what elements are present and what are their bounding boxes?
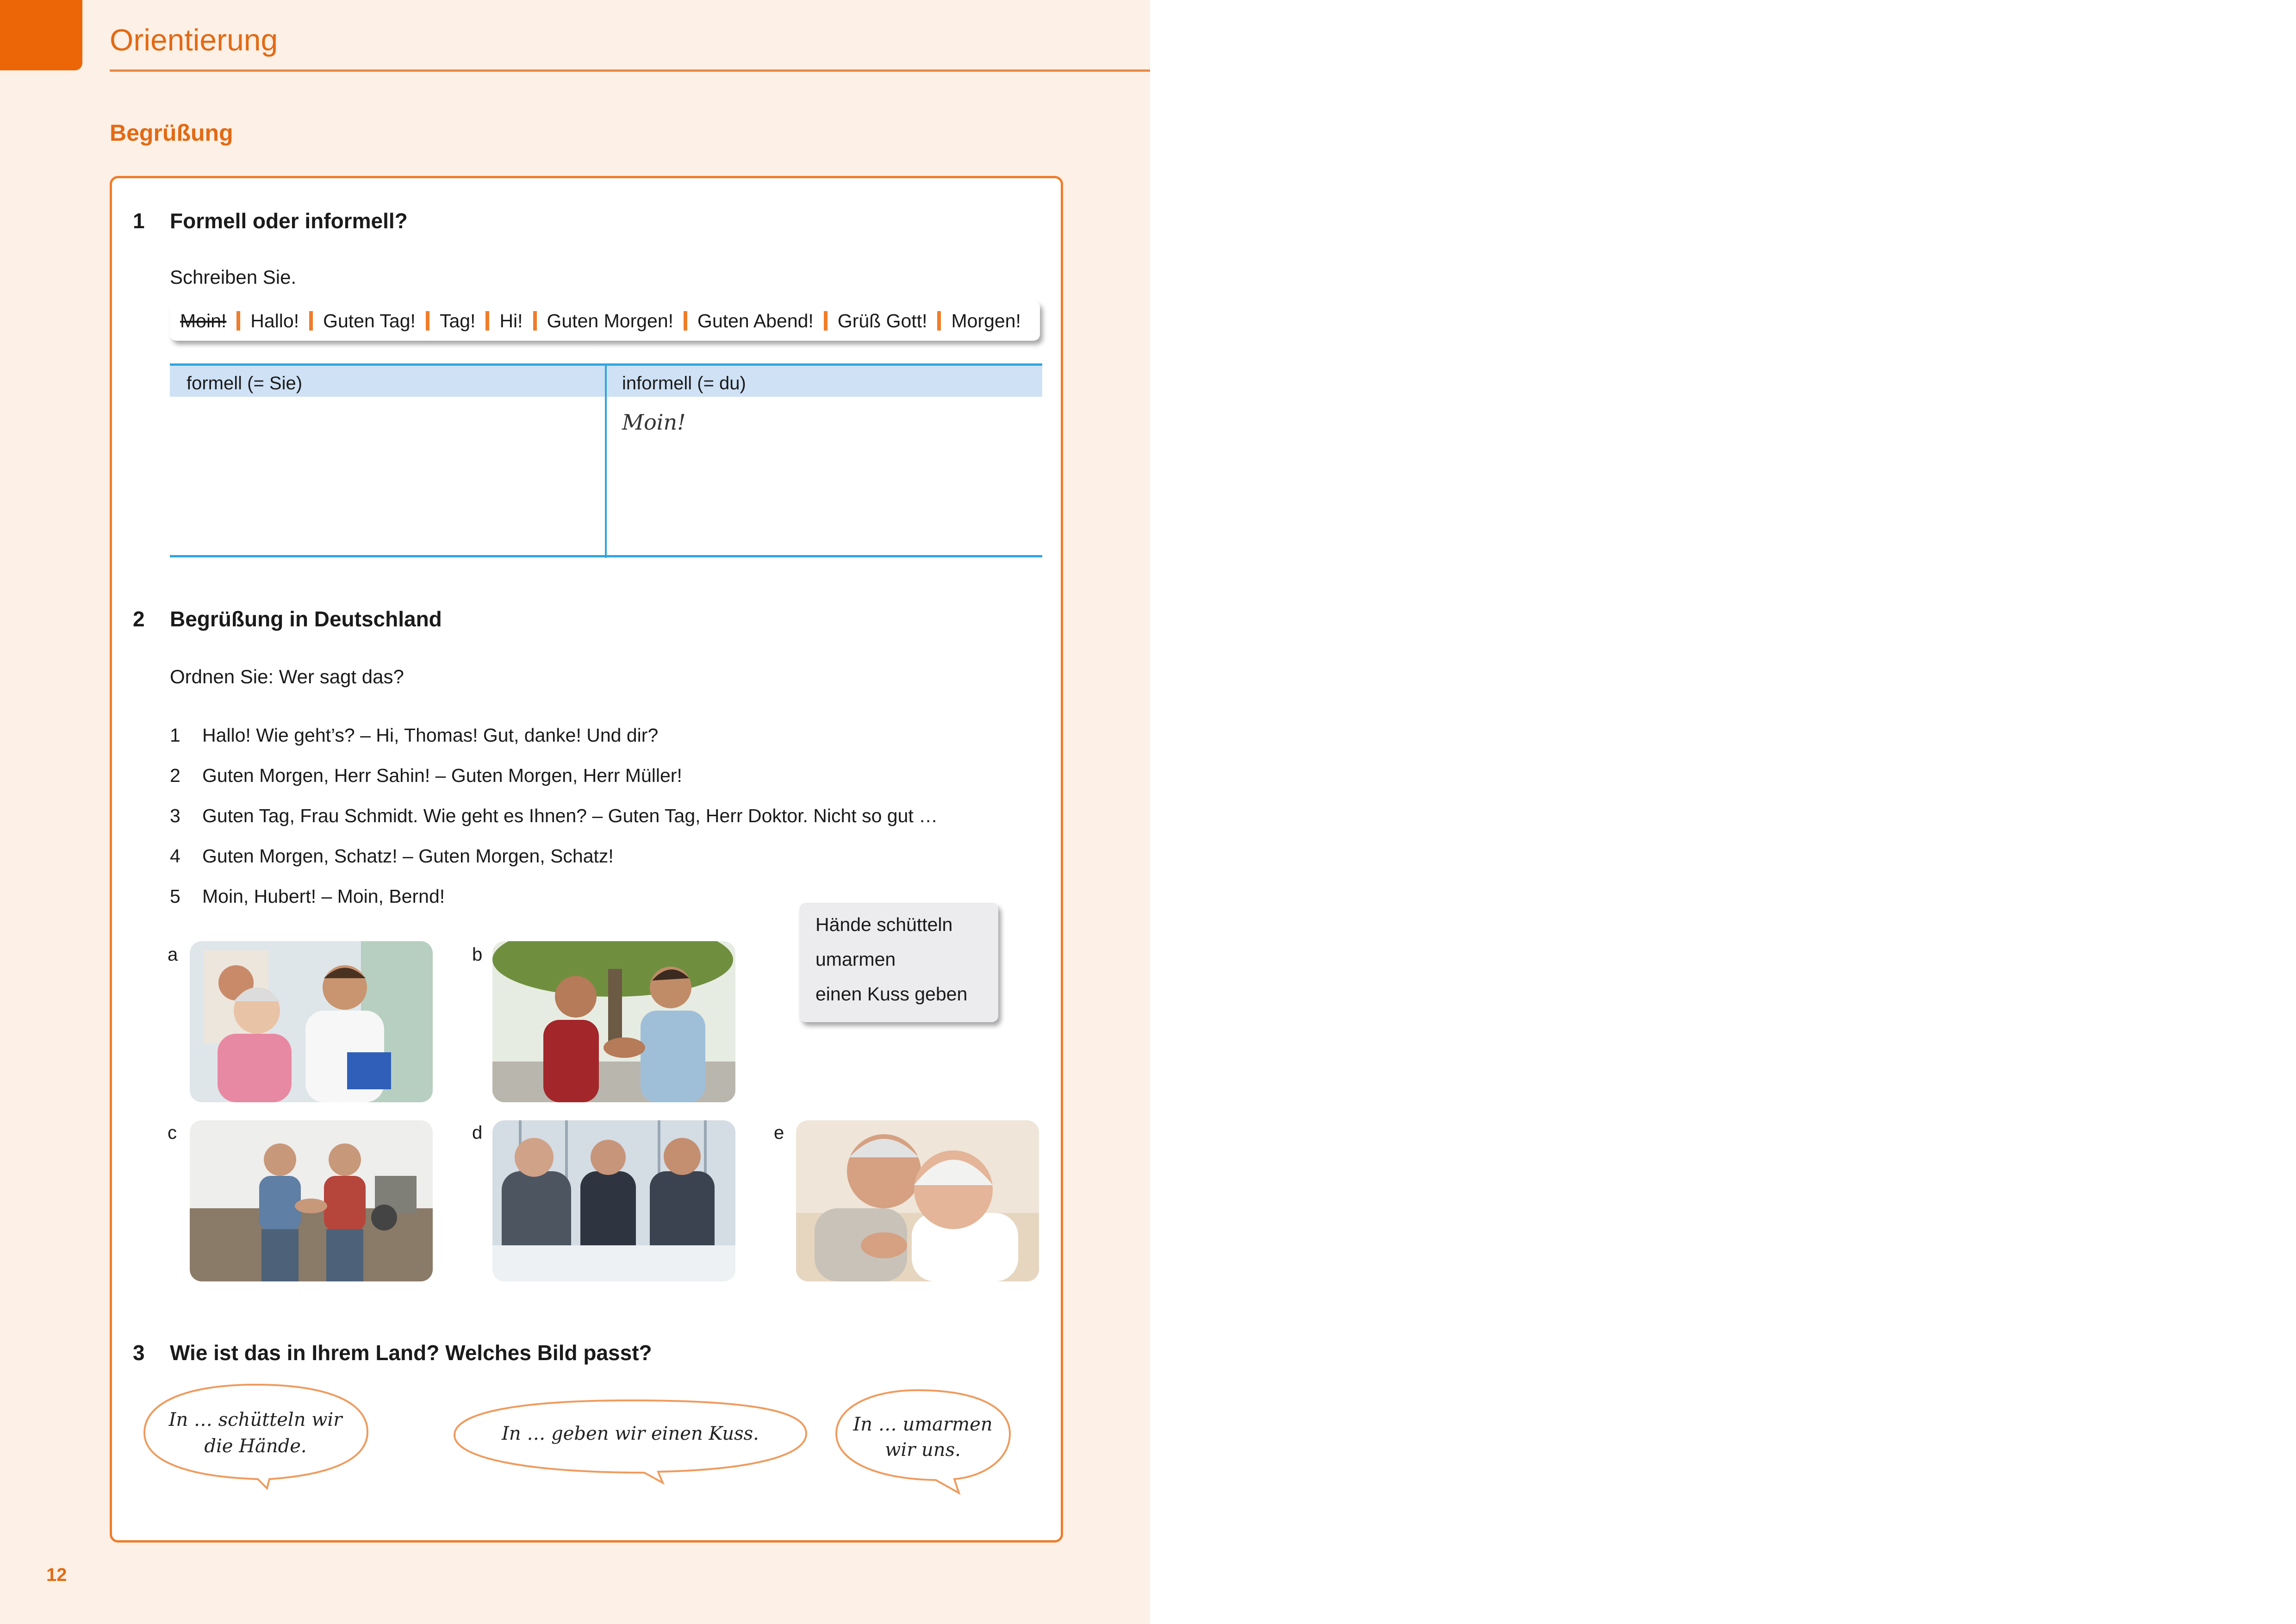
photo-couple-kiss — [796, 1120, 1039, 1281]
action-kiss: einen Kuss geben — [815, 983, 968, 1005]
photo-label-b: b — [472, 944, 483, 965]
table-bottom-rule — [170, 555, 1042, 557]
section-title: Begrüßung — [110, 120, 233, 146]
speech-bubble-3 — [836, 1390, 1010, 1493]
photo-friends-handshake — [492, 941, 735, 1102]
exercise-2-title: Begrüßung in Deutschland — [170, 607, 442, 631]
bubble-3-line-2: wir uns. — [885, 1439, 961, 1461]
separator — [426, 311, 429, 331]
column-header-formell: formell (= Sie) — [187, 373, 303, 394]
list-item: 1 Hallo! Wie geht’s? – Hi, Thomas! Gut, danke! Und dir? — [170, 725, 659, 746]
action-hug: umarmen — [815, 949, 896, 970]
bubble-3-line-1: In … umarmen — [853, 1414, 993, 1435]
exercise-2-instruction: Ordnen Sie: Wer sagt das? — [170, 666, 404, 687]
word-chip[interactable]: Guten Tag! — [323, 310, 416, 331]
photo-business-handshake — [492, 1120, 735, 1281]
exercise-3-number: 3 — [133, 1341, 145, 1365]
exercise-1-instruction: Schreiben Sie. — [170, 266, 297, 288]
speech-bubbles — [112, 1382, 1061, 1544]
column-header-informell: informell (= du) — [622, 373, 746, 394]
photo-label-e: e — [774, 1123, 784, 1143]
bubble-2-line-1: In … geben wir einen Kuss. — [502, 1423, 759, 1444]
action-shake-hands: Hände schütteln — [815, 914, 953, 935]
word-chip[interactable]: Guten Abend! — [697, 310, 814, 331]
exercise-1-title: Formell oder informell? — [170, 209, 408, 233]
photo-label-c: c — [168, 1123, 177, 1143]
word-chip[interactable]: Moin! — [180, 310, 227, 331]
separator — [684, 311, 687, 331]
word-chip[interactable]: Guten Morgen! — [547, 310, 674, 331]
chapter-title: Orientierung — [110, 23, 278, 57]
photo-farmers-handshake — [190, 1120, 433, 1281]
list-item: 2 Guten Morgen, Herr Sahin! – Guten Morgen, Herr Müller! — [170, 765, 682, 786]
separator — [485, 311, 489, 331]
separator — [533, 311, 537, 331]
separator — [236, 311, 240, 331]
page-number: 12 — [46, 1565, 67, 1585]
exercise-3-title: Wie ist das in Ihrem Land? Welches Bild passt? — [170, 1341, 652, 1365]
list-item: 4 Guten Morgen, Schatz! – Guten Morgen, Schatz! — [170, 845, 614, 867]
photo-label-d: d — [472, 1123, 483, 1143]
speech-bubble-1 — [144, 1385, 367, 1488]
list-item: 3 Guten Tag, Frau Schmidt. Wie geht es Ihnen? – Guten Tag, Herr Doktor. Nicht so gut … — [170, 805, 938, 826]
chapter-tab — [0, 0, 82, 70]
formell-answer-cell[interactable] — [170, 397, 605, 555]
word-chip[interactable]: Tag! — [439, 310, 476, 331]
bubble-1-line-2: die Hände. — [204, 1436, 307, 1457]
exercise-box — [110, 176, 1063, 1543]
word-chip[interactable]: Hi! — [499, 310, 523, 331]
chapter-rule — [110, 69, 1150, 72]
photo-label-a: a — [168, 944, 178, 965]
separator — [309, 311, 313, 331]
word-chip[interactable]: Grüß Gott! — [837, 310, 927, 331]
example-answer: Moin! — [622, 410, 686, 435]
list-item: 5 Moin, Hubert! – Moin, Bernd! — [170, 886, 445, 907]
photo-doctor-patient — [190, 941, 433, 1102]
exercise-2-number: 2 — [133, 607, 145, 631]
actions-box — [799, 903, 998, 1022]
word-box — [170, 301, 1040, 341]
separator — [824, 311, 828, 331]
word-chip[interactable]: Hallo! — [250, 310, 299, 331]
word-chip[interactable]: Morgen! — [951, 310, 1021, 331]
blank-facing-page — [1150, 0, 2296, 1624]
separator — [937, 311, 941, 331]
bubble-1-line-1: In … schütteln wir — [168, 1409, 342, 1430]
exercise-1-number: 1 — [133, 209, 145, 233]
speech-bubble-2 — [454, 1400, 806, 1483]
answer-table — [170, 363, 1042, 558]
